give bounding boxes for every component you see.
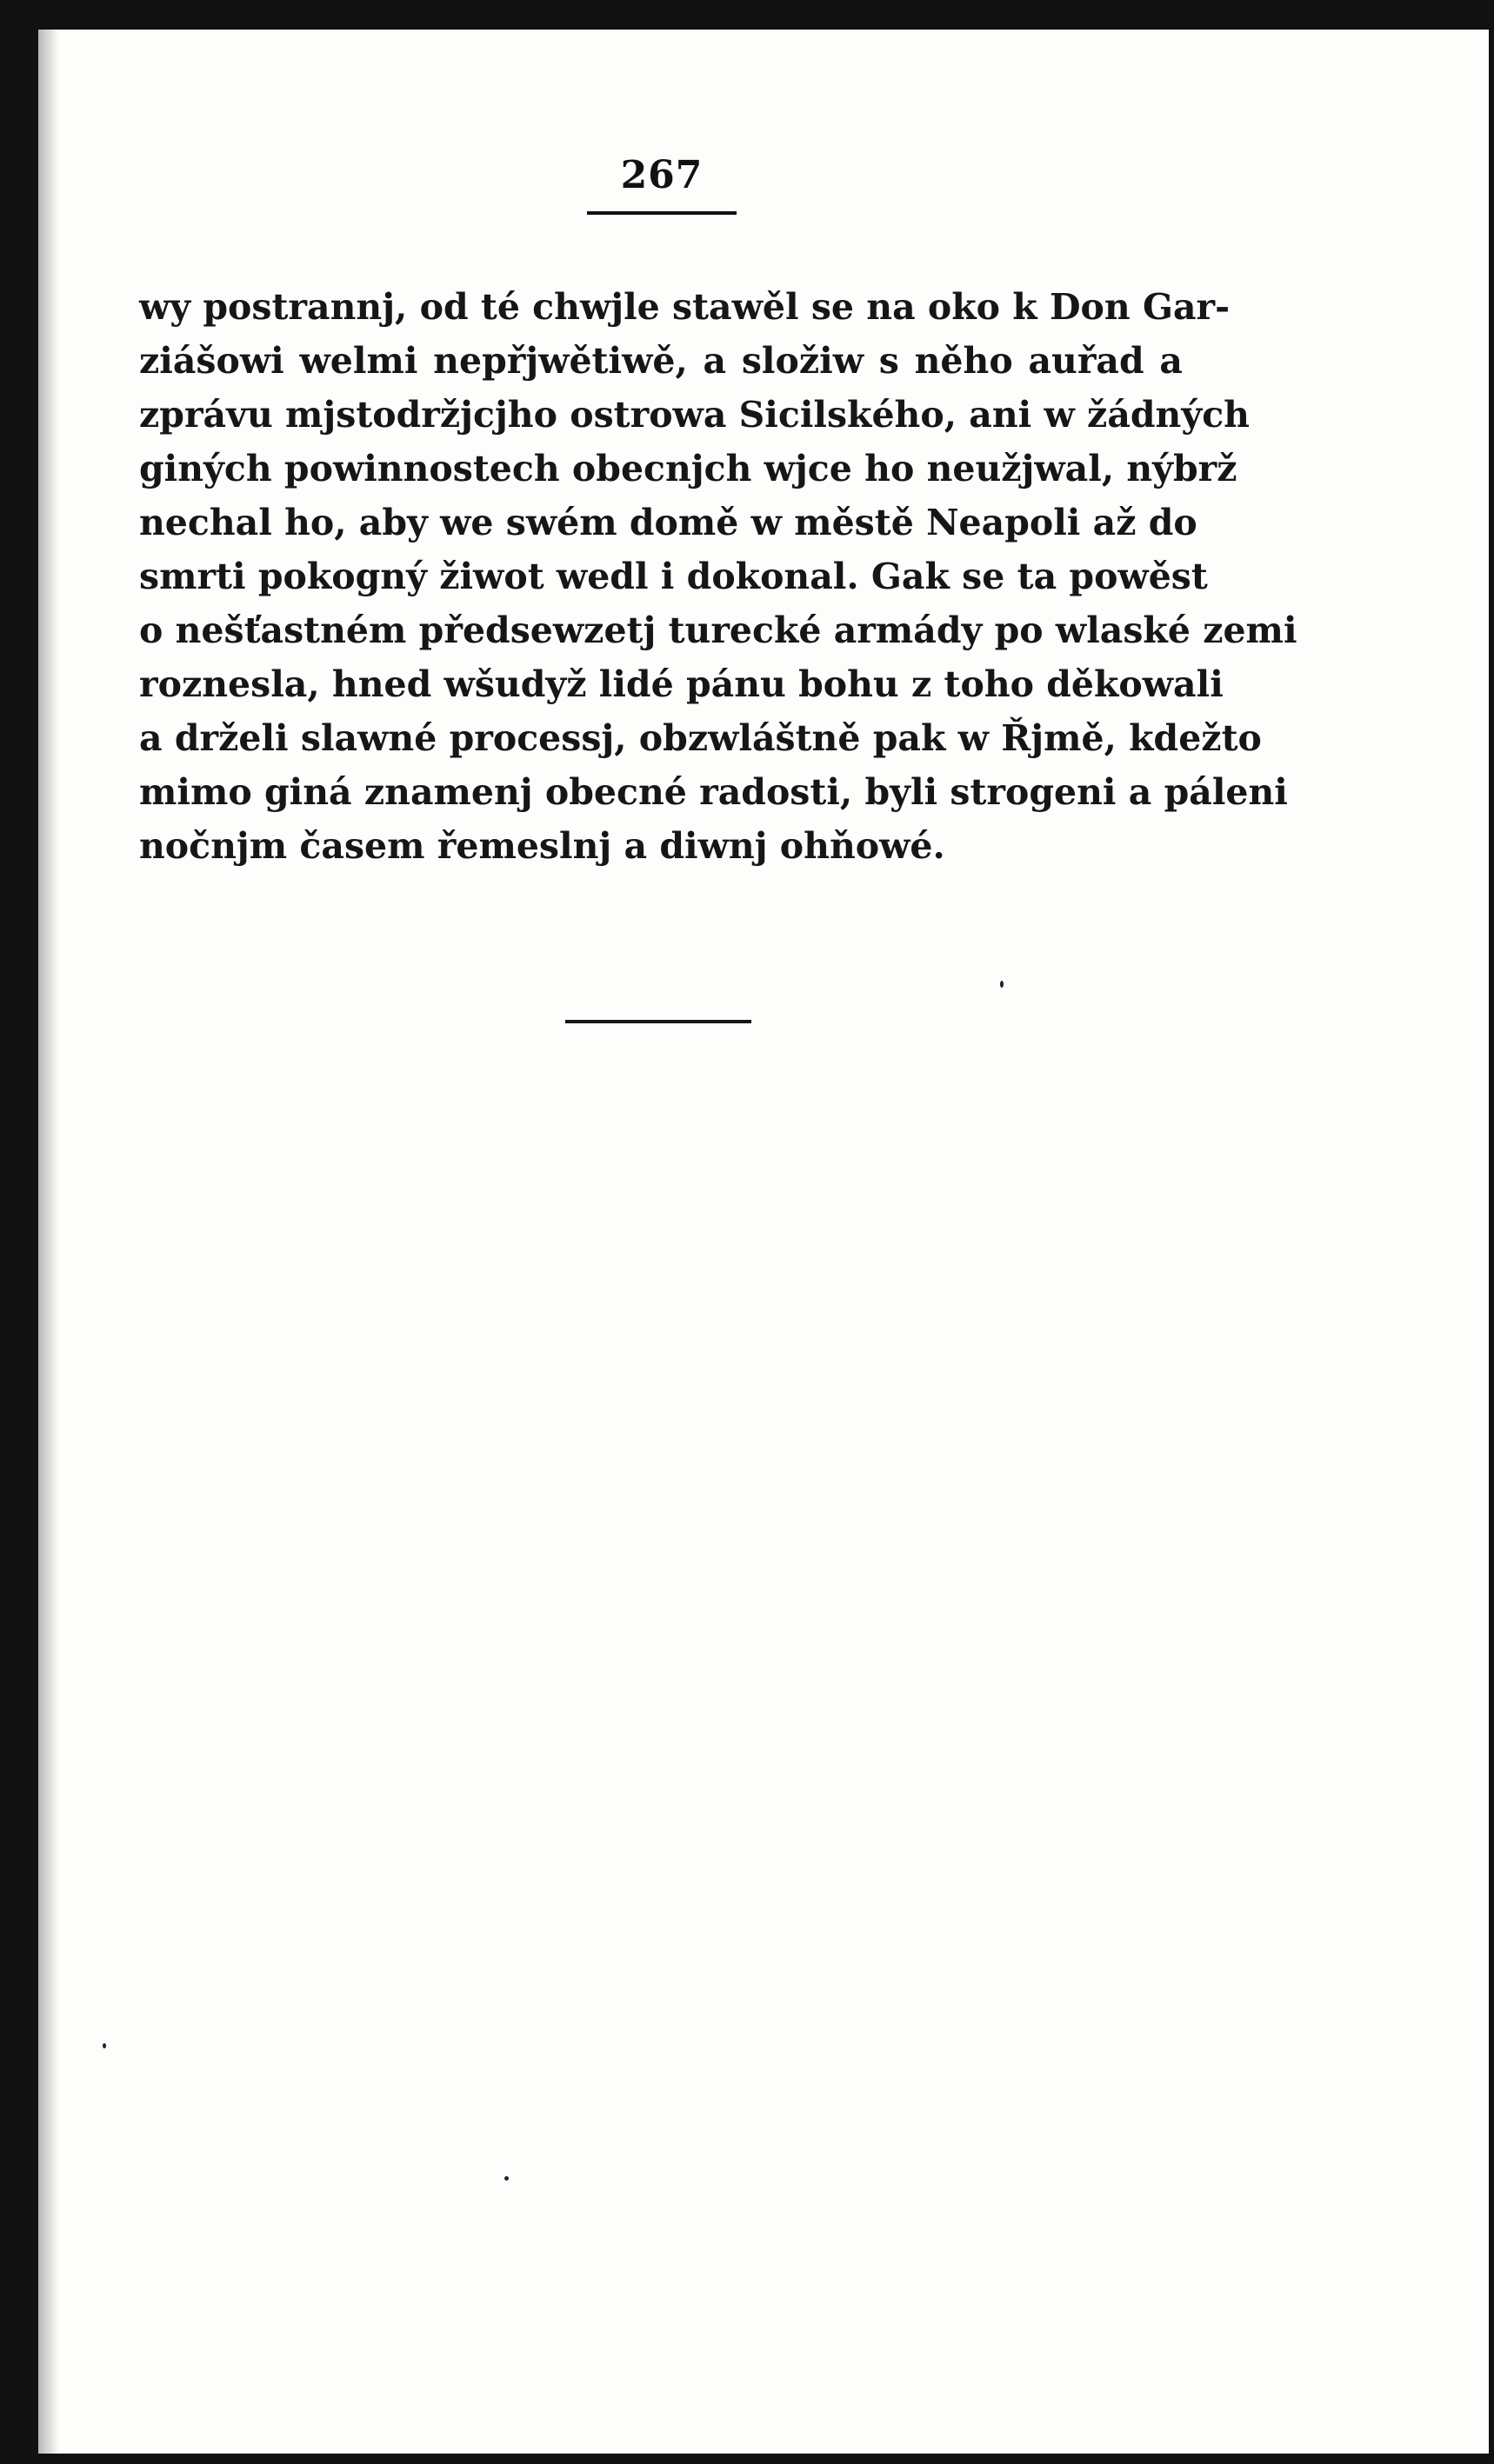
body-text bbox=[139, 280, 1297, 873]
text-line: nočnjm časem řemeslnj a diwnj ohňowé. bbox=[139, 825, 945, 867]
text-line: giných powinnostech obecnjch wjce ho neužjwal, nýbrž bbox=[139, 448, 1237, 489]
page-number: 267 bbox=[620, 153, 704, 197]
page-edge-shadow bbox=[33, 30, 59, 2454]
text-line: a drželi slawné processj, obzwláštně pak w Řjmě, kdežto bbox=[139, 717, 1262, 759]
text-line: mimo giná znamenj obecné radosti, byli strogeni a páleni bbox=[139, 771, 1288, 813]
text-line: zprávu mjstodržjcjho ostrowa Sicilského, ani w žádných bbox=[139, 394, 1250, 436]
text-line: ziášowi welmi nepřjwětiwě, a složiw s něho auřad a bbox=[139, 340, 1183, 382]
paper-speck bbox=[1000, 981, 1004, 988]
text-line: roznesla, hned wšudyž lidé pánu bohu z toho děkowali bbox=[139, 663, 1224, 705]
paper-speck bbox=[504, 2176, 509, 2181]
end-rule bbox=[565, 1020, 751, 1023]
paper-speck bbox=[103, 2043, 106, 2048]
text-line: o nešťastném předsewzetj turecké armády po wlaské zemi bbox=[139, 609, 1297, 651]
text-line: smrti pokogný žiwot wedl i dokonal. Gak se ta powěst bbox=[139, 556, 1208, 597]
page-number-rule bbox=[587, 211, 737, 215]
text-line: wy postrannj, od té chwjle stawěl se na oko k Don Gar- bbox=[139, 286, 1231, 328]
text-line: nechal ho, aby we swém domě w městě Neapoli až do bbox=[139, 502, 1197, 543]
